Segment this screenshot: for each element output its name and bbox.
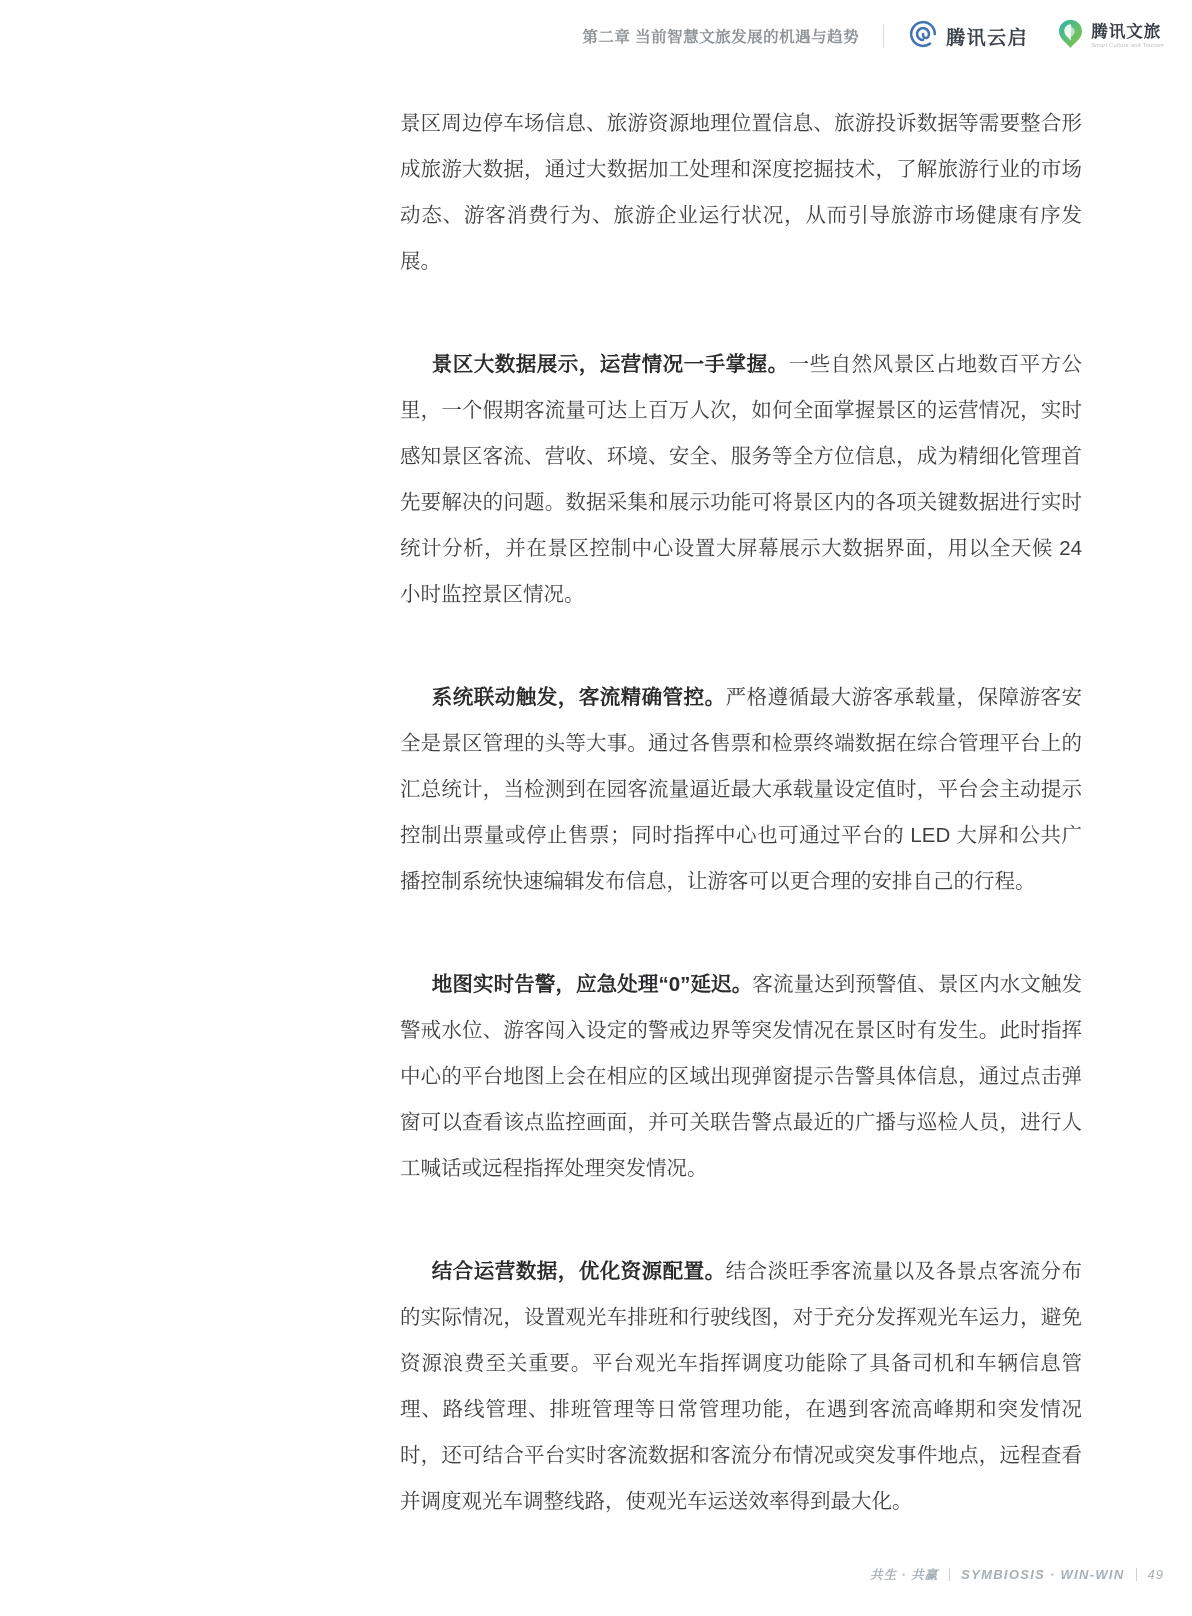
tencent-culture-tourism-tagline: Smart Culture and Tourism — [1091, 42, 1164, 49]
footer-slogan-en: SYMBIOSIS · WIN-WIN — [961, 1566, 1125, 1582]
paragraph-text: 客流量达到预警值、景区内水文触发警戒水位、游客闯入设定的警戒边界等突发情况在景区时有发生。此时指挥中心的平台地图上会在相应的区域出现弹窗提示告警具体信息，通过点击弹窗可以查看该点监控画面，并可关联告警点最近的广播与巡检人员，进行人工喊话或远程指挥处理突发情况。 — [400, 973, 1083, 1180]
location-drop-icon — [1058, 19, 1083, 54]
footer-divider — [1136, 1568, 1137, 1581]
paragraph-text: 一些自然风景区占地数百平方公里，一个假期客流量可达上百万人次，如何全面掌握景区的运营情况，实时感知景区客流、营收、环境、安全、服务等全方位信息，成为精细化管理首先要解决的问题。数据采集和展示功能可将景区内的各项关键数据进行实时统计分析，并在景区控制中心设置大屏幕展示大数据界面，用以全天候 24 小时监控景区情况。 — [400, 353, 1083, 606]
paragraph — [400, 1249, 1082, 1525]
tencent-cloud-qi-label: 腾讯云启 — [946, 27, 1029, 49]
page-footer — [870, 1565, 1164, 1583]
cloud-spiral-icon — [908, 19, 938, 54]
paragraph-lead: 景区大数据展示，运营情况一手掌握。 — [431, 353, 789, 376]
paragraph-lead: 地图实时告警，应急处理“0”延迟。 — [431, 973, 753, 996]
page-number: 49 — [1147, 1566, 1164, 1582]
page-header — [0, 12, 1164, 60]
paragraph-lead: 系统联动触发，客流精确管控。 — [431, 686, 726, 709]
body-text — [400, 101, 1082, 1525]
tencent-cloud-qi-logo — [908, 19, 1028, 54]
header-divider — [883, 25, 884, 47]
paragraph-text: 结合淡旺季客流量以及各景点客流分布的实际情况，设置观光车排班和行驶线图，对于充分发挥观光车运力，避免资源浪费至关重要。平台观光车指挥调度功能除了具备司机和车辆信息管理、路线管理、排班管理等日常管理功能，在遇到客流高峰期和突发情况时，还可结合平台实时客流数据和客流分布情况或突发事件地点，远程查看并调度观光车调整线路，使观光车运送效率得到最大化。 — [400, 1260, 1083, 1513]
paragraph-text: 严格遵循最大游客承载量，保障游客安全是景区管理的头等大事。通过各售票和检票终端数据在综合管理平台上的汇总统计，当检测到在园客流量逼近最大承载量设定值时，平台会主动提示控制出票量或停止售票；同时指挥中心也可通过平台的 LED 大屏和公共广播控制系统快速编辑发布信息，让游客可以更合理的安排自己的行程。 — [400, 686, 1083, 893]
paragraph — [400, 962, 1082, 1192]
paragraph — [400, 101, 1082, 285]
paragraph — [400, 342, 1082, 618]
tencent-culture-tourism-label: 腾讯文旅 — [1091, 23, 1162, 42]
tencent-culture-tourism-logo — [1058, 19, 1164, 54]
paragraph — [400, 675, 1082, 905]
footer-divider — [949, 1568, 950, 1581]
footer-slogan-cn: 共生 · 共赢 — [870, 1568, 939, 1582]
paragraph-lead: 结合运营数据，优化资源配置。 — [431, 1260, 726, 1283]
paragraph-text: 景区周边停车场信息、旅游资源地理位置信息、旅游投诉数据等需要整合形成旅游大数据，通过大数据加工处理和深度挖掘技术，了解旅游行业的市场动态、游客消费行为、旅游企业运行状况，从而引导旅游市场健康有序发展。 — [400, 112, 1082, 273]
chapter-title: 第二章 当前智慧文旅发展的机遇与趋势 — [582, 29, 860, 46]
